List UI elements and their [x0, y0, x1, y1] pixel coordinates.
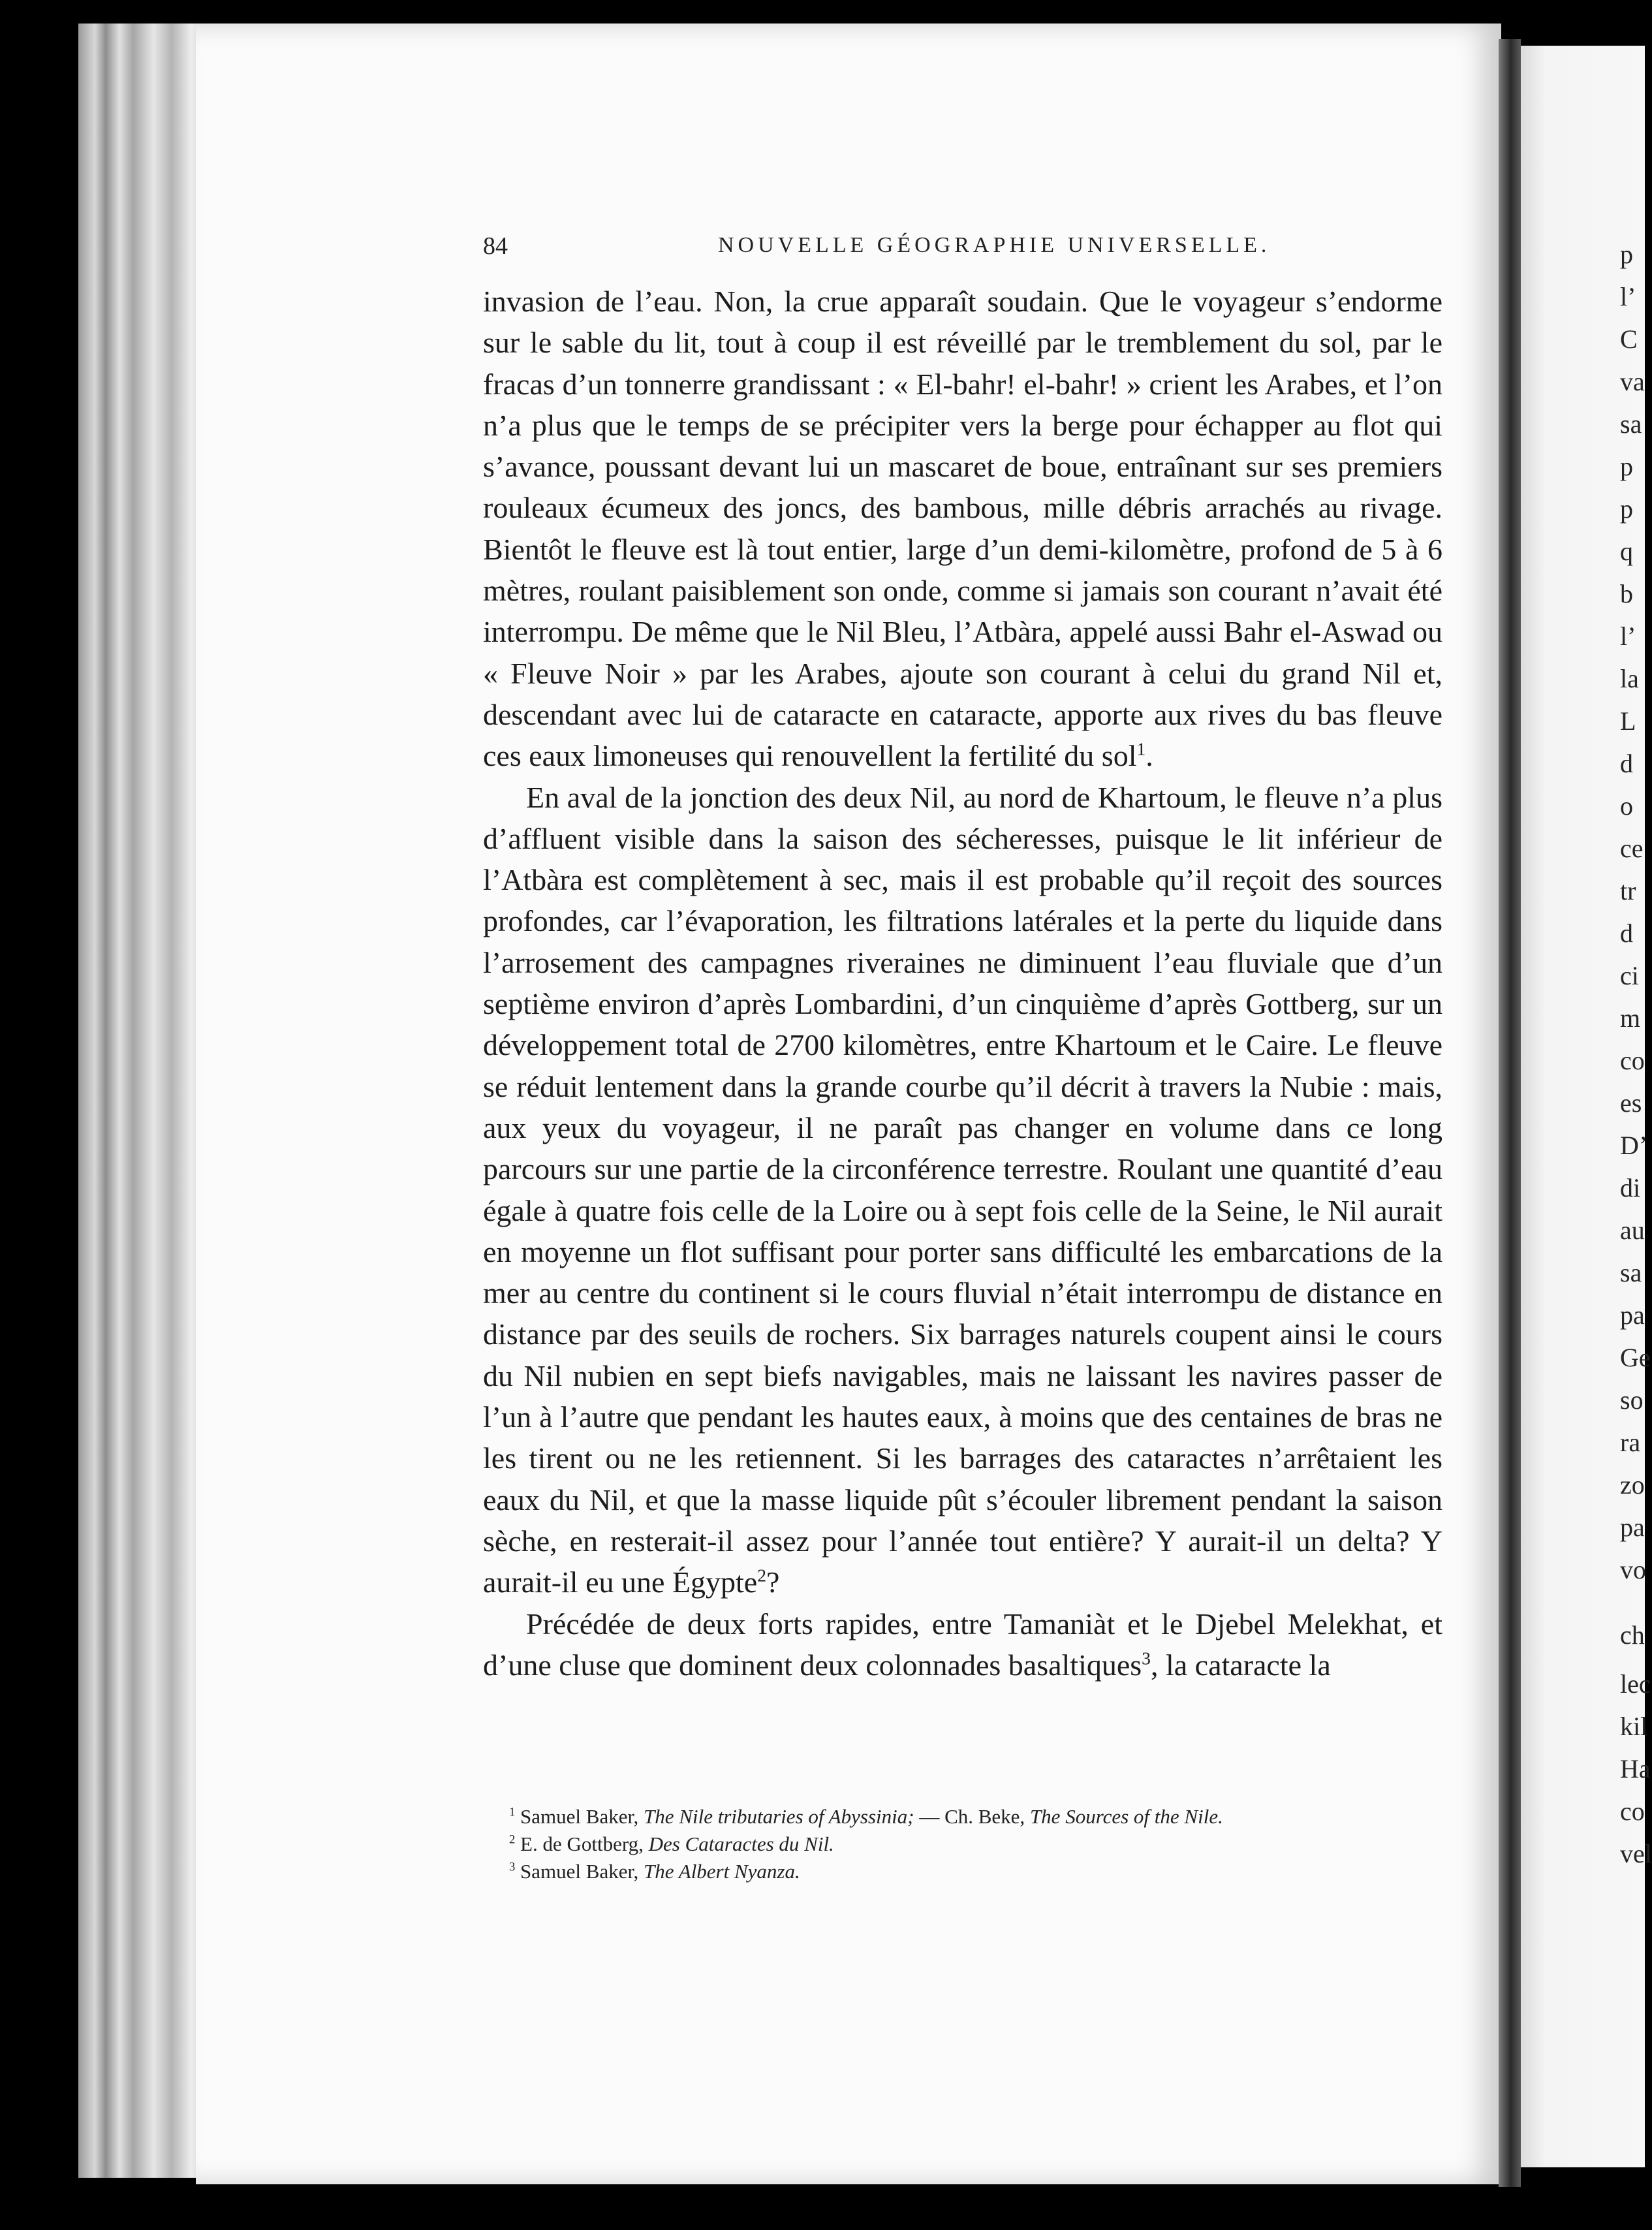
- footnote-title-2: The Sources of the Nile.: [1029, 1805, 1223, 1828]
- facing-page-line: es: [1620, 1088, 1642, 1118]
- facing-page-line: pa: [1620, 1513, 1645, 1542]
- footnote-mark: 1: [509, 1805, 516, 1819]
- footnote-author: Samuel Baker,: [520, 1860, 644, 1883]
- facing-page-line: ch: [1620, 1620, 1645, 1650]
- facing-page-line: o: [1620, 791, 1633, 821]
- facing-page-line: co: [1620, 1797, 1645, 1826]
- facing-page-line: l’: [1620, 621, 1636, 651]
- facing-page-line: C: [1620, 324, 1638, 354]
- facing-page-line: b: [1620, 579, 1633, 608]
- facing-page-line: p: [1620, 452, 1633, 481]
- facing-page-line: m: [1620, 1003, 1641, 1033]
- footnote-1: [509, 1803, 1442, 1830]
- footnote-author: E. de Gottberg,: [520, 1832, 649, 1855]
- footnote-mark: 3: [509, 1860, 516, 1874]
- facing-page-line: Ha: [1620, 1754, 1651, 1783]
- footnote-author: Samuel Baker,: [520, 1805, 644, 1828]
- facing-page-line: d: [1620, 919, 1633, 948]
- facing-page-line: L: [1620, 706, 1636, 736]
- paragraph-1: [483, 281, 1442, 777]
- facing-page-line: Ge: [1620, 1343, 1651, 1372]
- facing-page-line: lec: [1620, 1669, 1651, 1699]
- footnote-2: [509, 1830, 1442, 1858]
- facing-page-line: zo: [1620, 1470, 1645, 1500]
- paragraph-2-text: En aval de la jonction des deux Nil, au nord de Khartoum, le fleuve n’a plus d’affluent visible dans la saison des sécheresses, puisque le lit inférieur de l’Atbàra est complètement à sec, mais il est probable qu’il reçoit des sources profondes, car l’évaporation, les filtrations latérales et la perte du liquide dans l’arrosement des campagnes riveraines ne diminuent l’eau fluviale que d’un septième environ d’après Lombardini, d’un cinquième d’après Gottberg, sur un développement total de 2700 kilomètres, entre Khartoum et le Caire. Le fleuve se réduit lentement dans la grande courbe qu’il décrit à travers la Nubie : mais, aux yeux du voyageur, il ne paraît pas changer en volume dans ce long parcours sur une partie de la circonférence terrestre. Roulant une quantité d’eau égale à quatre fois celle de la Loire ou à sept fois celle de la Seine, le Nil aurait en moyenne un flot suffisant pour porter sans difficulté les embarcations de la mer au centre du continent si le cours fluvial n’était interrompu de distance en distance par des seuils de rochers. Six barrages naturels coupent ainsi le cours du Nil nubien en sept biefs navigables, mais ne laissant les navires passer de l’un à l’autre que pendant les hautes eaux, à moins que des centaines de bras ne les tirent ou ne les retiennent. Si les barrages des cataractes n’arrêtaient les eaux du Nil, et que la masse liquide pût s’écouler librement pendant la saison sèche, en resterait-il assez pour l’année tout entière? Y aurait-il un delta? Y aurait-il eu une Égypte: [483, 780, 1442, 1599]
- facing-page-line: so: [1620, 1385, 1644, 1415]
- facing-page-line: la: [1620, 664, 1639, 693]
- book-spine: [1499, 39, 1521, 2187]
- footnote-ref-3: 3: [1142, 1648, 1151, 1669]
- paragraph-2: [483, 777, 1442, 1603]
- footnote-ref-1: 1: [1136, 738, 1146, 759]
- facing-page-line: p: [1620, 494, 1633, 524]
- facing-page-line: va: [1620, 367, 1645, 396]
- paragraph-1-end: .: [1145, 739, 1153, 773]
- facing-page-line: au: [1620, 1216, 1645, 1245]
- facing-page-line: q: [1620, 537, 1633, 566]
- facing-page-line: tr: [1620, 876, 1636, 905]
- facing-page-line: pa: [1620, 1300, 1645, 1330]
- running-head: NOUVELLE GÉOGRAPHIE UNIVERSELLE.: [718, 233, 1271, 257]
- body-text: [483, 281, 1442, 1686]
- facing-page-fragment: [1521, 46, 1652, 2167]
- facing-page-line: sa: [1620, 409, 1642, 439]
- facing-page-line: ce: [1620, 834, 1644, 863]
- facing-page-line: sa: [1620, 1258, 1642, 1287]
- footnote-rest: — Ch. Beke,: [914, 1805, 1030, 1828]
- facing-page-line: ci: [1620, 961, 1639, 990]
- book-page-edges: [78, 24, 215, 2178]
- footnotes: [509, 1803, 1442, 1885]
- paragraph-2-end: ?: [766, 1565, 780, 1599]
- facing-page-line: vel: [1620, 1839, 1652, 1868]
- footnote-title: The Albert Nyanza.: [644, 1860, 800, 1883]
- facing-page-line: D’: [1620, 1131, 1648, 1160]
- facing-page-line: vo: [1620, 1555, 1646, 1584]
- page-number: 84: [483, 232, 508, 260]
- footnote-mark: 2: [509, 1832, 516, 1847]
- paragraph-3-text: Précédée de deux forts rapides, entre Tamaniàt et le Djebel Melekhat, et d’une cluse que dominent deux colonnades basaltiques: [483, 1607, 1442, 1682]
- footnote-title: Des Cataractes du Nil.: [648, 1832, 834, 1855]
- facing-page-line: l’: [1620, 282, 1636, 311]
- facing-page-line: p: [1620, 240, 1633, 269]
- facing-page-line: co: [1620, 1046, 1645, 1075]
- facing-page-line: kil: [1620, 1712, 1648, 1741]
- paragraph-3-end: , la cataracte la: [1150, 1648, 1331, 1682]
- paragraph-1-text: invasion de l’eau. Non, la crue apparaît soudain. Que le voyageur s’endorme sur le sable du lit, tout à coup il est réveillé par le tremblement du sol, par le fracas d’un tonnerre grandissant : « El-bahr! el-bahr! » crient les Arabes, et l’on n’a plus que le temps de se précipiter vers la berge pour échapper au flot qui s’avance, poussant devant lui un mascaret de boue, entraînant sur ses premiers rouleaux écumeux des joncs, des bambous, mille débris arrachés au rivage. Bientôt le fleuve est là tout entier, large d’un demi-kilomètre, profond de 5 à 6 mètres, roulant paisiblement son onde, comme si jamais son courant n’avait été interrompu. De même que le Nil Bleu, l’Atbàra, appelé aussi Bahr el-Aswad ou « Fleuve Noir » par les Arabes, ajoute son courant à celui du grand Nil et, descendant avec lui de cataracte en cataracte, apporte aux rives du bas fleuve ces eaux limoneuses qui renouvellent la fertilité du sol: [483, 285, 1442, 773]
- paragraph-3: [483, 1603, 1442, 1686]
- facing-page-line: ra: [1620, 1428, 1641, 1457]
- facing-page-line: d: [1620, 749, 1633, 778]
- footnote-title: The Nile tributaries of Abyssinia;: [644, 1805, 914, 1828]
- footnote-ref-2: 2: [757, 1565, 767, 1586]
- facing-page-line: di: [1620, 1173, 1641, 1202]
- footnote-3: [509, 1858, 1442, 1885]
